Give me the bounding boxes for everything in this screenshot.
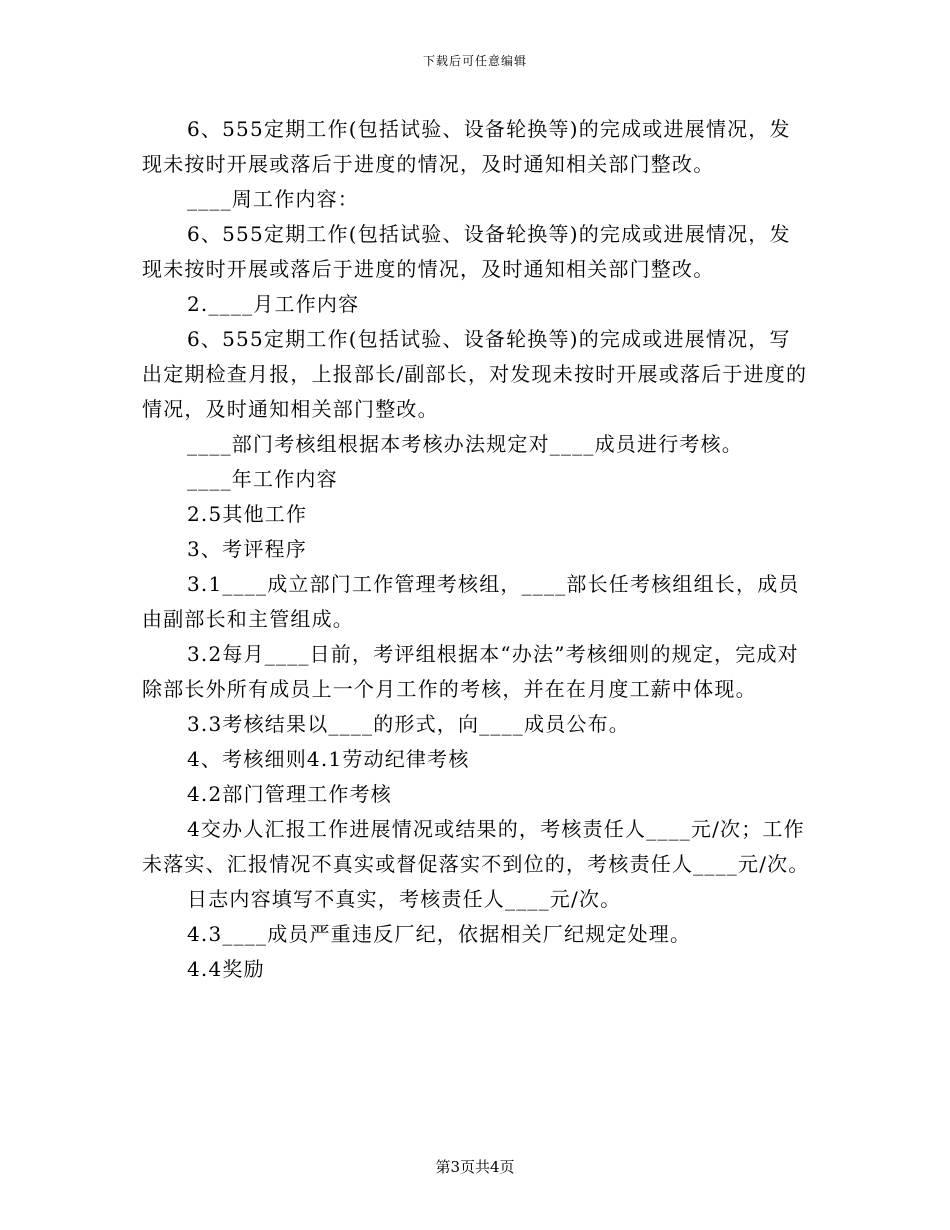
paragraph-17: 4.3____成员严重违反厂纪，依据相关厂纪规定处理。 — [187, 922, 692, 946]
paragraph-13: 4、考核细则4.1劳动纪律考核 — [187, 747, 470, 771]
paragraph-5: 6、555定期工作(包括试验、设备轮换等)的完成或进展情况，写出定期检查月报，上报部长/副部长，对发现未按时开展或落后于进度的情况，及时通知相关部门整改。 — [142, 327, 808, 421]
page-footer: 第3页共4页 — [435, 1158, 515, 1176]
paragraph-8: 2.5其他工作 — [187, 502, 308, 526]
paragraph-11: 3.2每月____日前，考评组根据本“办法”考核细则的规定，完成对除部长外所有成员上一个月工作的考核，并在在月度工薪中体现。 — [142, 642, 799, 701]
paragraph-3: 6、555定期工作(包括试验、设备轮换等)的完成或进展情况，发现未按时开展或落后于进度的情况，及时通知相关部门整改。 — [142, 222, 791, 281]
paragraph-18: 4.4奖励 — [187, 957, 265, 981]
paragraph-16: 日志内容填写不真实，考核责任人____元/次。 — [187, 887, 622, 911]
paragraph-9: 3、考评程序 — [187, 537, 307, 561]
paragraph-4: 2.____月工作内容 — [187, 292, 360, 316]
page-header: 下载后可任意编辑 — [422, 54, 527, 68]
paragraph-1: 6、555定期工作(包括试验、设备轮换等)的完成或进展情况，发现未按时开展或落后于进度的情况，及时通知相关部门整改。 — [142, 117, 791, 176]
paragraph-14: 4.2部门管理工作考核 — [187, 782, 393, 806]
paragraph-2: ____周工作内容： — [187, 187, 359, 211]
document-body — [142, 112, 810, 987]
paragraph-6: ____部门考核组根据本考核办法规定对____成员进行考核。 — [187, 432, 743, 456]
paragraph-15: 4交办人汇报工作进展情况或结果的，考核责任人____元/次；工作未落实、汇报情况不真实或督促落实不到位的，考核责任人____元/次。 — [142, 817, 810, 876]
paragraph-10: 3.1____成立部门工作管理考核组，____部长任考核组组长，成员由副部长和主管组成。 — [142, 572, 800, 631]
paragraph-12: 3.3考核结果以____的形式，向____成员公布。 — [187, 712, 631, 736]
paragraph-7: ____年工作内容 — [187, 467, 338, 491]
